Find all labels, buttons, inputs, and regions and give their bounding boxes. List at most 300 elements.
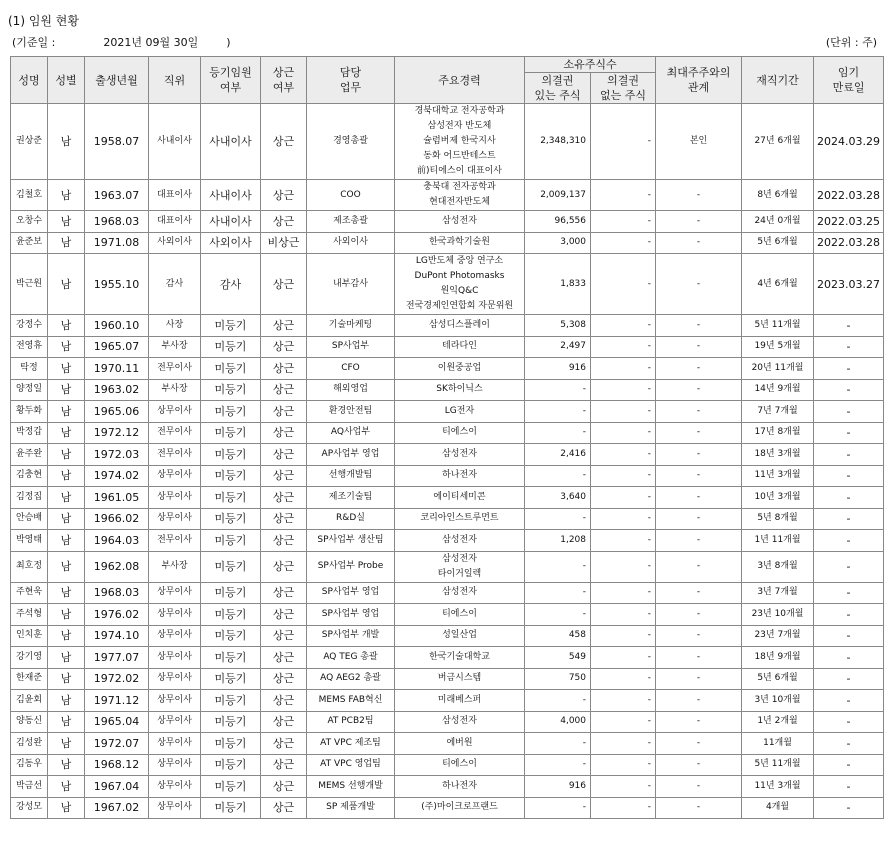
- cell-nonvoting: -: [591, 336, 656, 358]
- cell-fulltime: 상근: [261, 668, 307, 690]
- cell-term: -: [814, 668, 884, 690]
- cell-voting: -: [525, 508, 591, 530]
- cell-position: 상무이사: [149, 401, 201, 423]
- cell-relation: 본인: [656, 104, 742, 180]
- cell-position: 상무이사: [149, 625, 201, 647]
- cell-duty: SP사업부 개발: [307, 625, 395, 647]
- cell-nonvoting: -: [591, 797, 656, 819]
- cell-voting: 2,416: [525, 444, 591, 466]
- cell-tenure: 3년 10개월: [742, 690, 814, 712]
- cell-gender: 남: [48, 582, 85, 604]
- cell-registered: 미등기: [201, 379, 261, 401]
- header-position: 직위: [149, 57, 201, 104]
- cell-registered: 미등기: [201, 336, 261, 358]
- cell-career: [395, 625, 525, 647]
- cell-registered: 미등기: [201, 668, 261, 690]
- cell-fulltime: 상근: [261, 604, 307, 626]
- cell-term: 2022.03.28: [814, 232, 884, 254]
- table-row: [11, 690, 884, 712]
- cell-duty: SP사업부 영업: [307, 582, 395, 604]
- cell-relation: -: [656, 797, 742, 819]
- cell-duty: AT VPC 영업팀: [307, 754, 395, 776]
- career-line: 버금시스템: [437, 673, 482, 684]
- table-row: [11, 104, 884, 180]
- cell-duty: R&D실: [307, 508, 395, 530]
- cell-position: 대표이사: [149, 211, 201, 233]
- cell-nonvoting: -: [591, 358, 656, 380]
- cell-position: 상무이사: [149, 754, 201, 776]
- cell-birth: 1970.11: [85, 358, 149, 380]
- cell-relation: -: [656, 625, 742, 647]
- table-row: [11, 180, 884, 211]
- cell-registered: 미등기: [201, 776, 261, 798]
- cell-tenure: 7년 7개월: [742, 401, 814, 423]
- cell-fulltime: 상근: [261, 625, 307, 647]
- cell-position: 전무이사: [149, 422, 201, 444]
- cell-relation: -: [656, 487, 742, 509]
- cell-name: 김철호: [11, 180, 48, 211]
- cell-position: 상무이사: [149, 604, 201, 626]
- career-line: 티에스이: [442, 608, 477, 619]
- cell-birth: 1963.02: [85, 379, 149, 401]
- cell-nonvoting: -: [591, 690, 656, 712]
- career-line: 삼성전자: [442, 587, 477, 598]
- career-line: 전국경제인연합회 자문위원: [405, 301, 514, 311]
- cell-voting: 458: [525, 625, 591, 647]
- cell-relation: -: [656, 401, 742, 423]
- cell-registered: 미등기: [201, 754, 261, 776]
- cell-relation: -: [656, 180, 742, 211]
- cell-career: [395, 690, 525, 712]
- career-line: LG반도체 중앙 연구소: [415, 256, 504, 266]
- cell-birth: 1976.02: [85, 604, 149, 626]
- cell-relation: -: [656, 711, 742, 733]
- header-duty: [307, 57, 395, 104]
- cell-voting: 916: [525, 358, 591, 380]
- cell-voting: 549: [525, 647, 591, 669]
- cell-fulltime: 상근: [261, 487, 307, 509]
- cell-term: 2023.03.27: [814, 254, 884, 315]
- cell-birth: 1972.12: [85, 422, 149, 444]
- cell-career: [395, 465, 525, 487]
- career-line: 하나전자: [442, 470, 477, 481]
- cell-position: 상무이사: [149, 797, 201, 819]
- cell-career: [395, 315, 525, 337]
- header-fulltime: [261, 57, 307, 104]
- cell-name: 강기영: [11, 647, 48, 669]
- cell-name: 한재준: [11, 668, 48, 690]
- cell-voting: 750: [525, 668, 591, 690]
- cell-nonvoting: -: [591, 315, 656, 337]
- cell-relation: -: [656, 379, 742, 401]
- cell-term: -: [814, 551, 884, 582]
- section-title: (1) 임원 현황: [8, 14, 79, 28]
- cell-registered: 사내이사: [201, 211, 261, 233]
- cell-duty: AP사업부 영업: [307, 444, 395, 466]
- table-row: [11, 647, 884, 669]
- cell-nonvoting: -: [591, 444, 656, 466]
- cell-nonvoting: -: [591, 711, 656, 733]
- cell-term: -: [814, 465, 884, 487]
- executives-table: [10, 56, 884, 819]
- cell-fulltime: 상근: [261, 754, 307, 776]
- career-line: 삼성전자: [442, 215, 477, 226]
- table-row: [11, 444, 884, 466]
- cell-career: [395, 336, 525, 358]
- career-line: 삼성전자: [442, 716, 477, 727]
- cell-position: 대표이사: [149, 180, 201, 211]
- cell-relation: -: [656, 508, 742, 530]
- cell-registered: 미등기: [201, 422, 261, 444]
- cell-voting: -: [525, 690, 591, 712]
- cell-name: 최호정: [11, 551, 48, 582]
- cell-position: 감사: [149, 254, 201, 315]
- cell-fulltime: 비상근: [261, 232, 307, 254]
- cell-registered: 미등기: [201, 487, 261, 509]
- header-registered-line1: 등기임원: [209, 66, 252, 79]
- cell-voting: 5,308: [525, 315, 591, 337]
- table-row: [11, 551, 884, 582]
- cell-birth: 1972.07: [85, 733, 149, 755]
- cell-duty: SP사업부: [307, 336, 395, 358]
- cell-relation: -: [656, 232, 742, 254]
- header-nonvoting-line2: 없는 주식: [600, 89, 647, 102]
- cell-birth: 1977.07: [85, 647, 149, 669]
- career-line: 삼성전자: [442, 448, 477, 459]
- career-line: 티에스이: [442, 427, 477, 438]
- header-fulltime-line2: 여부: [272, 81, 295, 94]
- career-line: 前)티에스이 대표이사: [417, 166, 502, 176]
- cell-name: 오창수: [11, 211, 48, 233]
- table-row: [11, 508, 884, 530]
- cell-relation: -: [656, 647, 742, 669]
- cell-voting: 96,556: [525, 211, 591, 233]
- cell-registered: 미등기: [201, 465, 261, 487]
- header-nonvoting: [591, 73, 656, 104]
- header-voting-line1: 의결권: [541, 74, 574, 87]
- cell-voting: -: [525, 422, 591, 444]
- table-row: [11, 336, 884, 358]
- cell-tenure: 1년 2개월: [742, 711, 814, 733]
- cell-term: -: [814, 401, 884, 423]
- cell-birth: 1965.06: [85, 401, 149, 423]
- cell-name: 강정수: [11, 315, 48, 337]
- table-row: [11, 711, 884, 733]
- cell-voting: -: [525, 551, 591, 582]
- cell-position: 상무이사: [149, 465, 201, 487]
- cell-registered: 미등기: [201, 530, 261, 552]
- cell-duty: 제조기술팀: [307, 487, 395, 509]
- cell-gender: 남: [48, 211, 85, 233]
- cell-gender: 남: [48, 254, 85, 315]
- cell-registered: 미등기: [201, 358, 261, 380]
- cell-term: -: [814, 582, 884, 604]
- cell-term: -: [814, 690, 884, 712]
- cell-tenure: 3년 8개월: [742, 551, 814, 582]
- cell-name: 권상준: [11, 104, 48, 180]
- cell-gender: 남: [48, 625, 85, 647]
- cell-voting: -: [525, 465, 591, 487]
- header-relation-line2: 관계: [687, 81, 710, 94]
- cell-term: -: [814, 444, 884, 466]
- cell-tenure: 14년 9개월: [742, 379, 814, 401]
- cell-gender: 남: [48, 776, 85, 798]
- cell-tenure: 5년 6개월: [742, 668, 814, 690]
- table-row: [11, 254, 884, 315]
- cell-term: -: [814, 625, 884, 647]
- cell-relation: -: [656, 422, 742, 444]
- header-term-line2: 만료일: [832, 81, 865, 94]
- header-duty-line1: 담당: [339, 66, 362, 79]
- cell-name: 황두화: [11, 401, 48, 423]
- table-row: [11, 358, 884, 380]
- header-term: [814, 57, 884, 104]
- header-relation-line1: 최대주주와의: [666, 66, 731, 79]
- cell-name: 탁정: [11, 358, 48, 380]
- table-row: [11, 487, 884, 509]
- cell-nonvoting: -: [591, 733, 656, 755]
- cell-birth: 1968.03: [85, 211, 149, 233]
- cell-birth: 1966.02: [85, 508, 149, 530]
- cell-fulltime: 상근: [261, 315, 307, 337]
- cell-career: [395, 104, 525, 180]
- cell-name: 윤주완: [11, 444, 48, 466]
- cell-duty: 사외이사: [307, 232, 395, 254]
- career-line: 테라다인: [442, 341, 477, 352]
- cell-career: [395, 733, 525, 755]
- cell-career: [395, 444, 525, 466]
- cell-relation: -: [656, 465, 742, 487]
- cell-career: [395, 401, 525, 423]
- cell-nonvoting: -: [591, 211, 656, 233]
- cell-career: [395, 358, 525, 380]
- career-line: 한국기술대학교: [429, 651, 490, 662]
- cell-gender: 남: [48, 690, 85, 712]
- cell-position: 상무이사: [149, 711, 201, 733]
- table-row: [11, 604, 884, 626]
- cell-birth: 1965.07: [85, 336, 149, 358]
- cell-tenure: 5년 11개월: [742, 315, 814, 337]
- cell-birth: 1967.04: [85, 776, 149, 798]
- cell-position: 부사장: [149, 336, 201, 358]
- header-relation: [656, 57, 742, 104]
- cell-position: 상무이사: [149, 582, 201, 604]
- header-gender: 성별: [48, 57, 85, 104]
- cell-gender: 남: [48, 530, 85, 552]
- cell-relation: -: [656, 315, 742, 337]
- table-row: [11, 211, 884, 233]
- cell-fulltime: 상근: [261, 465, 307, 487]
- cell-birth: 1971.12: [85, 690, 149, 712]
- cell-voting: 1,833: [525, 254, 591, 315]
- base-date-value: 2021년 09월 30일: [103, 36, 199, 49]
- cell-relation: -: [656, 358, 742, 380]
- cell-fulltime: 상근: [261, 422, 307, 444]
- cell-nonvoting: -: [591, 104, 656, 180]
- base-date-close: ): [226, 36, 231, 49]
- cell-name: 전영휴: [11, 336, 48, 358]
- cell-term: -: [814, 422, 884, 444]
- cell-term: -: [814, 358, 884, 380]
- career-line: 충북대 전자공학과: [423, 182, 496, 192]
- cell-career: [395, 487, 525, 509]
- cell-duty: 제조총괄: [307, 211, 395, 233]
- cell-career: [395, 647, 525, 669]
- cell-nonvoting: -: [591, 180, 656, 211]
- table-row: [11, 422, 884, 444]
- career-line: DuPont Photomasks: [414, 271, 505, 281]
- cell-relation: -: [656, 604, 742, 626]
- career-line: 삼성전자: [442, 553, 477, 564]
- cell-fulltime: 상근: [261, 647, 307, 669]
- unit-label: (단위 : 주): [825, 36, 877, 49]
- career-line: LG전자: [444, 405, 475, 416]
- cell-voting: -: [525, 582, 591, 604]
- cell-name: 박정갑: [11, 422, 48, 444]
- cell-career: [395, 797, 525, 819]
- base-date-label: (기준일 :: [12, 36, 56, 49]
- cell-nonvoting: -: [591, 647, 656, 669]
- cell-position: 부사장: [149, 551, 201, 582]
- career-line: 타이거일렉: [437, 568, 482, 579]
- cell-registered: 미등기: [201, 508, 261, 530]
- cell-relation: -: [656, 668, 742, 690]
- cell-career: [395, 776, 525, 798]
- cell-duty: SP사업부 영업: [307, 604, 395, 626]
- cell-nonvoting: -: [591, 625, 656, 647]
- cell-duty: 기술마케팅: [307, 315, 395, 337]
- cell-birth: 1968.12: [85, 754, 149, 776]
- table-row: [11, 232, 884, 254]
- cell-birth: 1971.08: [85, 232, 149, 254]
- cell-registered: 미등기: [201, 733, 261, 755]
- cell-voting: 2,497: [525, 336, 591, 358]
- cell-fulltime: 상근: [261, 401, 307, 423]
- cell-nonvoting: -: [591, 776, 656, 798]
- cell-duty: 선행개발팀: [307, 465, 395, 487]
- cell-birth: 1955.10: [85, 254, 149, 315]
- cell-nonvoting: -: [591, 487, 656, 509]
- cell-gender: 남: [48, 379, 85, 401]
- cell-birth: 1962.08: [85, 551, 149, 582]
- cell-position: 상무이사: [149, 508, 201, 530]
- career-line: 삼성디스플레이: [429, 319, 490, 330]
- cell-relation: -: [656, 336, 742, 358]
- cell-duty: CFO: [307, 358, 395, 380]
- cell-name: 김윤회: [11, 690, 48, 712]
- cell-tenure: 19년 5개월: [742, 336, 814, 358]
- cell-term: 2022.03.25: [814, 211, 884, 233]
- cell-name: 박영태: [11, 530, 48, 552]
- cell-nonvoting: -: [591, 604, 656, 626]
- cell-relation: -: [656, 551, 742, 582]
- cell-duty: SP사업부 생산팀: [307, 530, 395, 552]
- cell-career: [395, 582, 525, 604]
- cell-fulltime: 상근: [261, 776, 307, 798]
- header-shares: 소유주식수: [525, 57, 656, 73]
- cell-career: [395, 379, 525, 401]
- cell-voting: -: [525, 379, 591, 401]
- cell-career: [395, 754, 525, 776]
- cell-registered: 사내이사: [201, 104, 261, 180]
- cell-duty: AT VPC 제조팀: [307, 733, 395, 755]
- cell-birth: 1968.03: [85, 582, 149, 604]
- cell-fulltime: 상근: [261, 508, 307, 530]
- cell-tenure: 23년 7개월: [742, 625, 814, 647]
- cell-duty: COO: [307, 180, 395, 211]
- cell-tenure: 20년 11개월: [742, 358, 814, 380]
- cell-name: 양정일: [11, 379, 48, 401]
- cell-birth: 1974.02: [85, 465, 149, 487]
- cell-term: -: [814, 776, 884, 798]
- cell-term: -: [814, 530, 884, 552]
- cell-birth: 1964.03: [85, 530, 149, 552]
- career-line: 미래베스퍼: [437, 694, 482, 705]
- cell-career: [395, 211, 525, 233]
- cell-tenure: 10년 3개월: [742, 487, 814, 509]
- cell-term: -: [814, 336, 884, 358]
- cell-name: 박근원: [11, 254, 48, 315]
- cell-fulltime: 상근: [261, 733, 307, 755]
- cell-nonvoting: -: [591, 401, 656, 423]
- cell-gender: 남: [48, 422, 85, 444]
- header-registered: [201, 57, 261, 104]
- table-row: [11, 530, 884, 552]
- cell-gender: 남: [48, 668, 85, 690]
- cell-tenure: 23년 10개월: [742, 604, 814, 626]
- cell-registered: 미등기: [201, 401, 261, 423]
- cell-term: 2024.03.29: [814, 104, 884, 180]
- table-row: [11, 754, 884, 776]
- cell-career: [395, 180, 525, 211]
- cell-term: -: [814, 604, 884, 626]
- career-line: 원익Q&C: [440, 286, 479, 296]
- cell-gender: 남: [48, 358, 85, 380]
- cell-registered: 미등기: [201, 444, 261, 466]
- career-line: 하나전자: [442, 780, 477, 791]
- cell-term: -: [814, 379, 884, 401]
- cell-registered: 감사: [201, 254, 261, 315]
- cell-nonvoting: -: [591, 582, 656, 604]
- base-date: [12, 34, 231, 50]
- cell-relation: -: [656, 444, 742, 466]
- cell-relation: -: [656, 530, 742, 552]
- cell-gender: 남: [48, 604, 85, 626]
- table-body: [11, 104, 884, 819]
- cell-position: 상무이사: [149, 776, 201, 798]
- cell-name: 안승배: [11, 508, 48, 530]
- cell-nonvoting: -: [591, 551, 656, 582]
- cell-term: 2022.03.28: [814, 180, 884, 211]
- career-line: 이원중공업: [437, 362, 482, 373]
- cell-career: [395, 254, 525, 315]
- cell-position: 상무이사: [149, 690, 201, 712]
- cell-position: 상무이사: [149, 487, 201, 509]
- cell-fulltime: 상근: [261, 254, 307, 315]
- cell-birth: 1974.10: [85, 625, 149, 647]
- cell-voting: -: [525, 797, 591, 819]
- cell-voting: 2,348,310: [525, 104, 591, 180]
- cell-position: 사외이사: [149, 232, 201, 254]
- cell-position: 전무이사: [149, 358, 201, 380]
- cell-name: 양동신: [11, 711, 48, 733]
- cell-gender: 남: [48, 711, 85, 733]
- cell-position: 상무이사: [149, 647, 201, 669]
- cell-position: 상무이사: [149, 733, 201, 755]
- cell-tenure: 5년 6개월: [742, 232, 814, 254]
- cell-fulltime: 상근: [261, 551, 307, 582]
- career-line: 에버원: [446, 737, 473, 748]
